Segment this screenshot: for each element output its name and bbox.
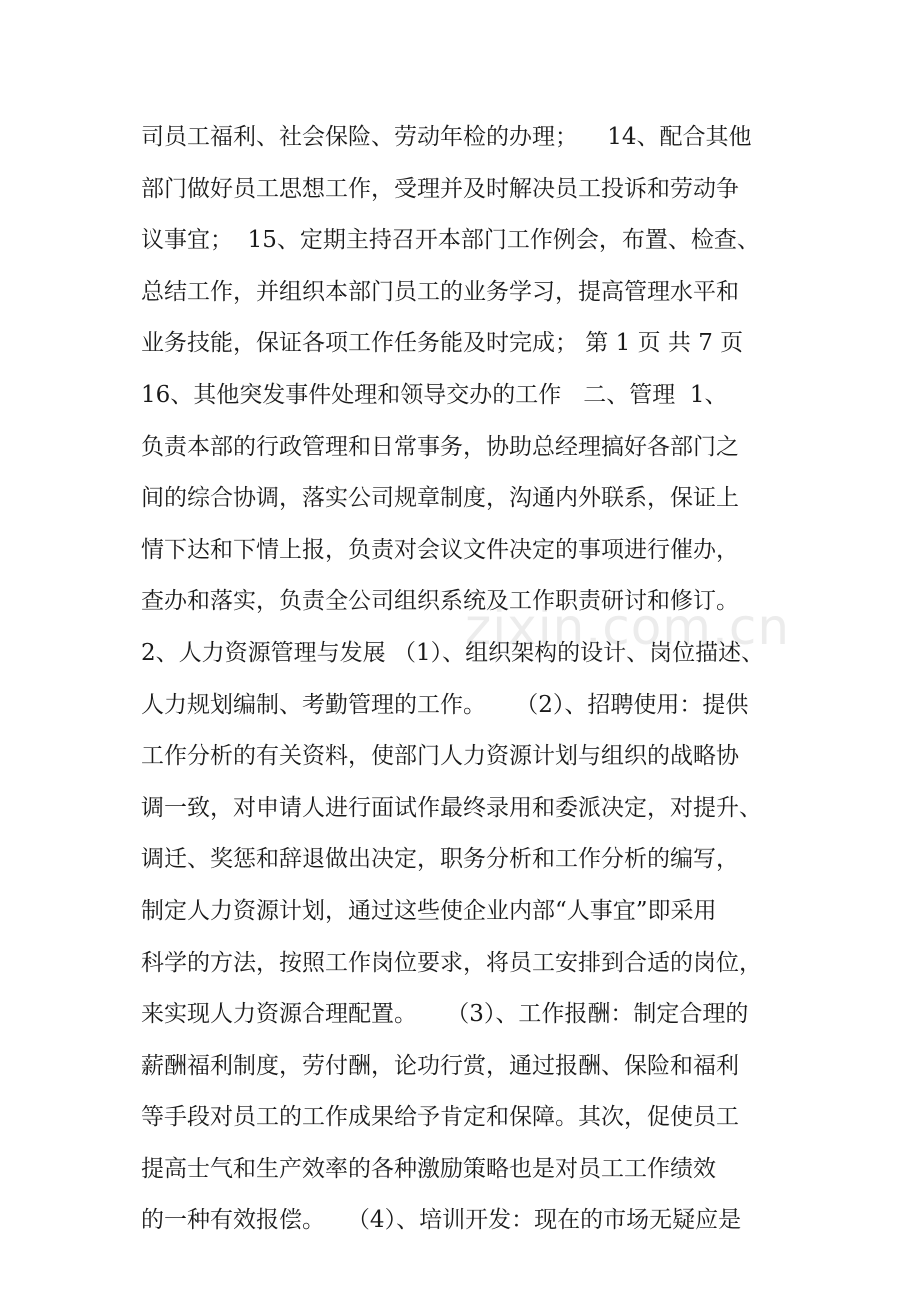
text-line: 人力规划编制、考勤管理的工作。 （2）、招聘使用：提供 xyxy=(141,691,749,718)
text-line: 司员工福利、社会保险、劳动年检的办理； 14、配合其他 xyxy=(141,124,752,150)
text-line: 等手段对员工的工作成果给予肯定和保障。其次，促使员工 xyxy=(141,1104,739,1131)
text-line: 来实现人力资源合理配置。 （3）、工作报酬：制定合理的 xyxy=(141,1001,749,1028)
body-text xyxy=(141,112,791,1247)
text-line: 情下达和下情上报，负责对会议文件决定的事项进行催办， xyxy=(141,536,739,563)
text-line: 负责本部的行政管理和日常事务，协助总经理搞好各部门之 xyxy=(141,433,739,460)
text-line: 制定人力资源计划，通过这些使企业内部“人事宜”即采用 xyxy=(141,897,717,924)
text-line: 部门做好员工思想工作，受理并及时解决员工投诉和劳动争 xyxy=(141,175,739,202)
text-line: 2、人力资源管理与发展 （1）、组织架构的设计、岗位描述、 xyxy=(141,639,765,666)
text-line: 提高士气和生产效率的各种激励策略也是对员工工作绩效 xyxy=(141,1155,716,1182)
text-line: 调一致，对申请人进行面试作最终录用和委派决定，对提升、 xyxy=(141,794,762,821)
text-line: 查办和落实，负责全公司组织系统及工作职责研讨和修订。 xyxy=(141,588,739,615)
text-line: 调迁、奖惩和辞退做出决定，职务分析和工作分析的编写， xyxy=(141,846,739,873)
text-line: 工作分析的有关资料，使部门人力资源计划与组织的战略协 xyxy=(141,743,739,770)
text-line: 16、其他突发事件处理和领导交办的工作 二、管理 1、 xyxy=(141,381,728,408)
text-line: 的一种有效报偿。 （4）、培训开发：现在的市场无疑应是 xyxy=(141,1207,742,1234)
text-line: 科学的方法，按照工作岗位要求，将员工安排到合适的岗位， xyxy=(141,949,762,976)
watermark: zixin.com.cn xyxy=(465,598,791,656)
text-line: 间的综合协调，落实公司规章制度，沟通内外联系，保证上 xyxy=(141,485,739,512)
text-line: 业务技能，保证各项工作任务能及时完成； 第 1 页 共 7 页 xyxy=(141,330,744,357)
text-line: 薪酬福利制度，劳付酬，论功行赏，通过报酬、保险和福利 xyxy=(141,1052,739,1079)
text-line: 总结工作，并组织本部门员工的业务学习，提高管理水平和 xyxy=(141,278,739,305)
text-line: 议事宜； 15、定期主持召开本部门工作例会，布置、检查、 xyxy=(141,227,760,254)
